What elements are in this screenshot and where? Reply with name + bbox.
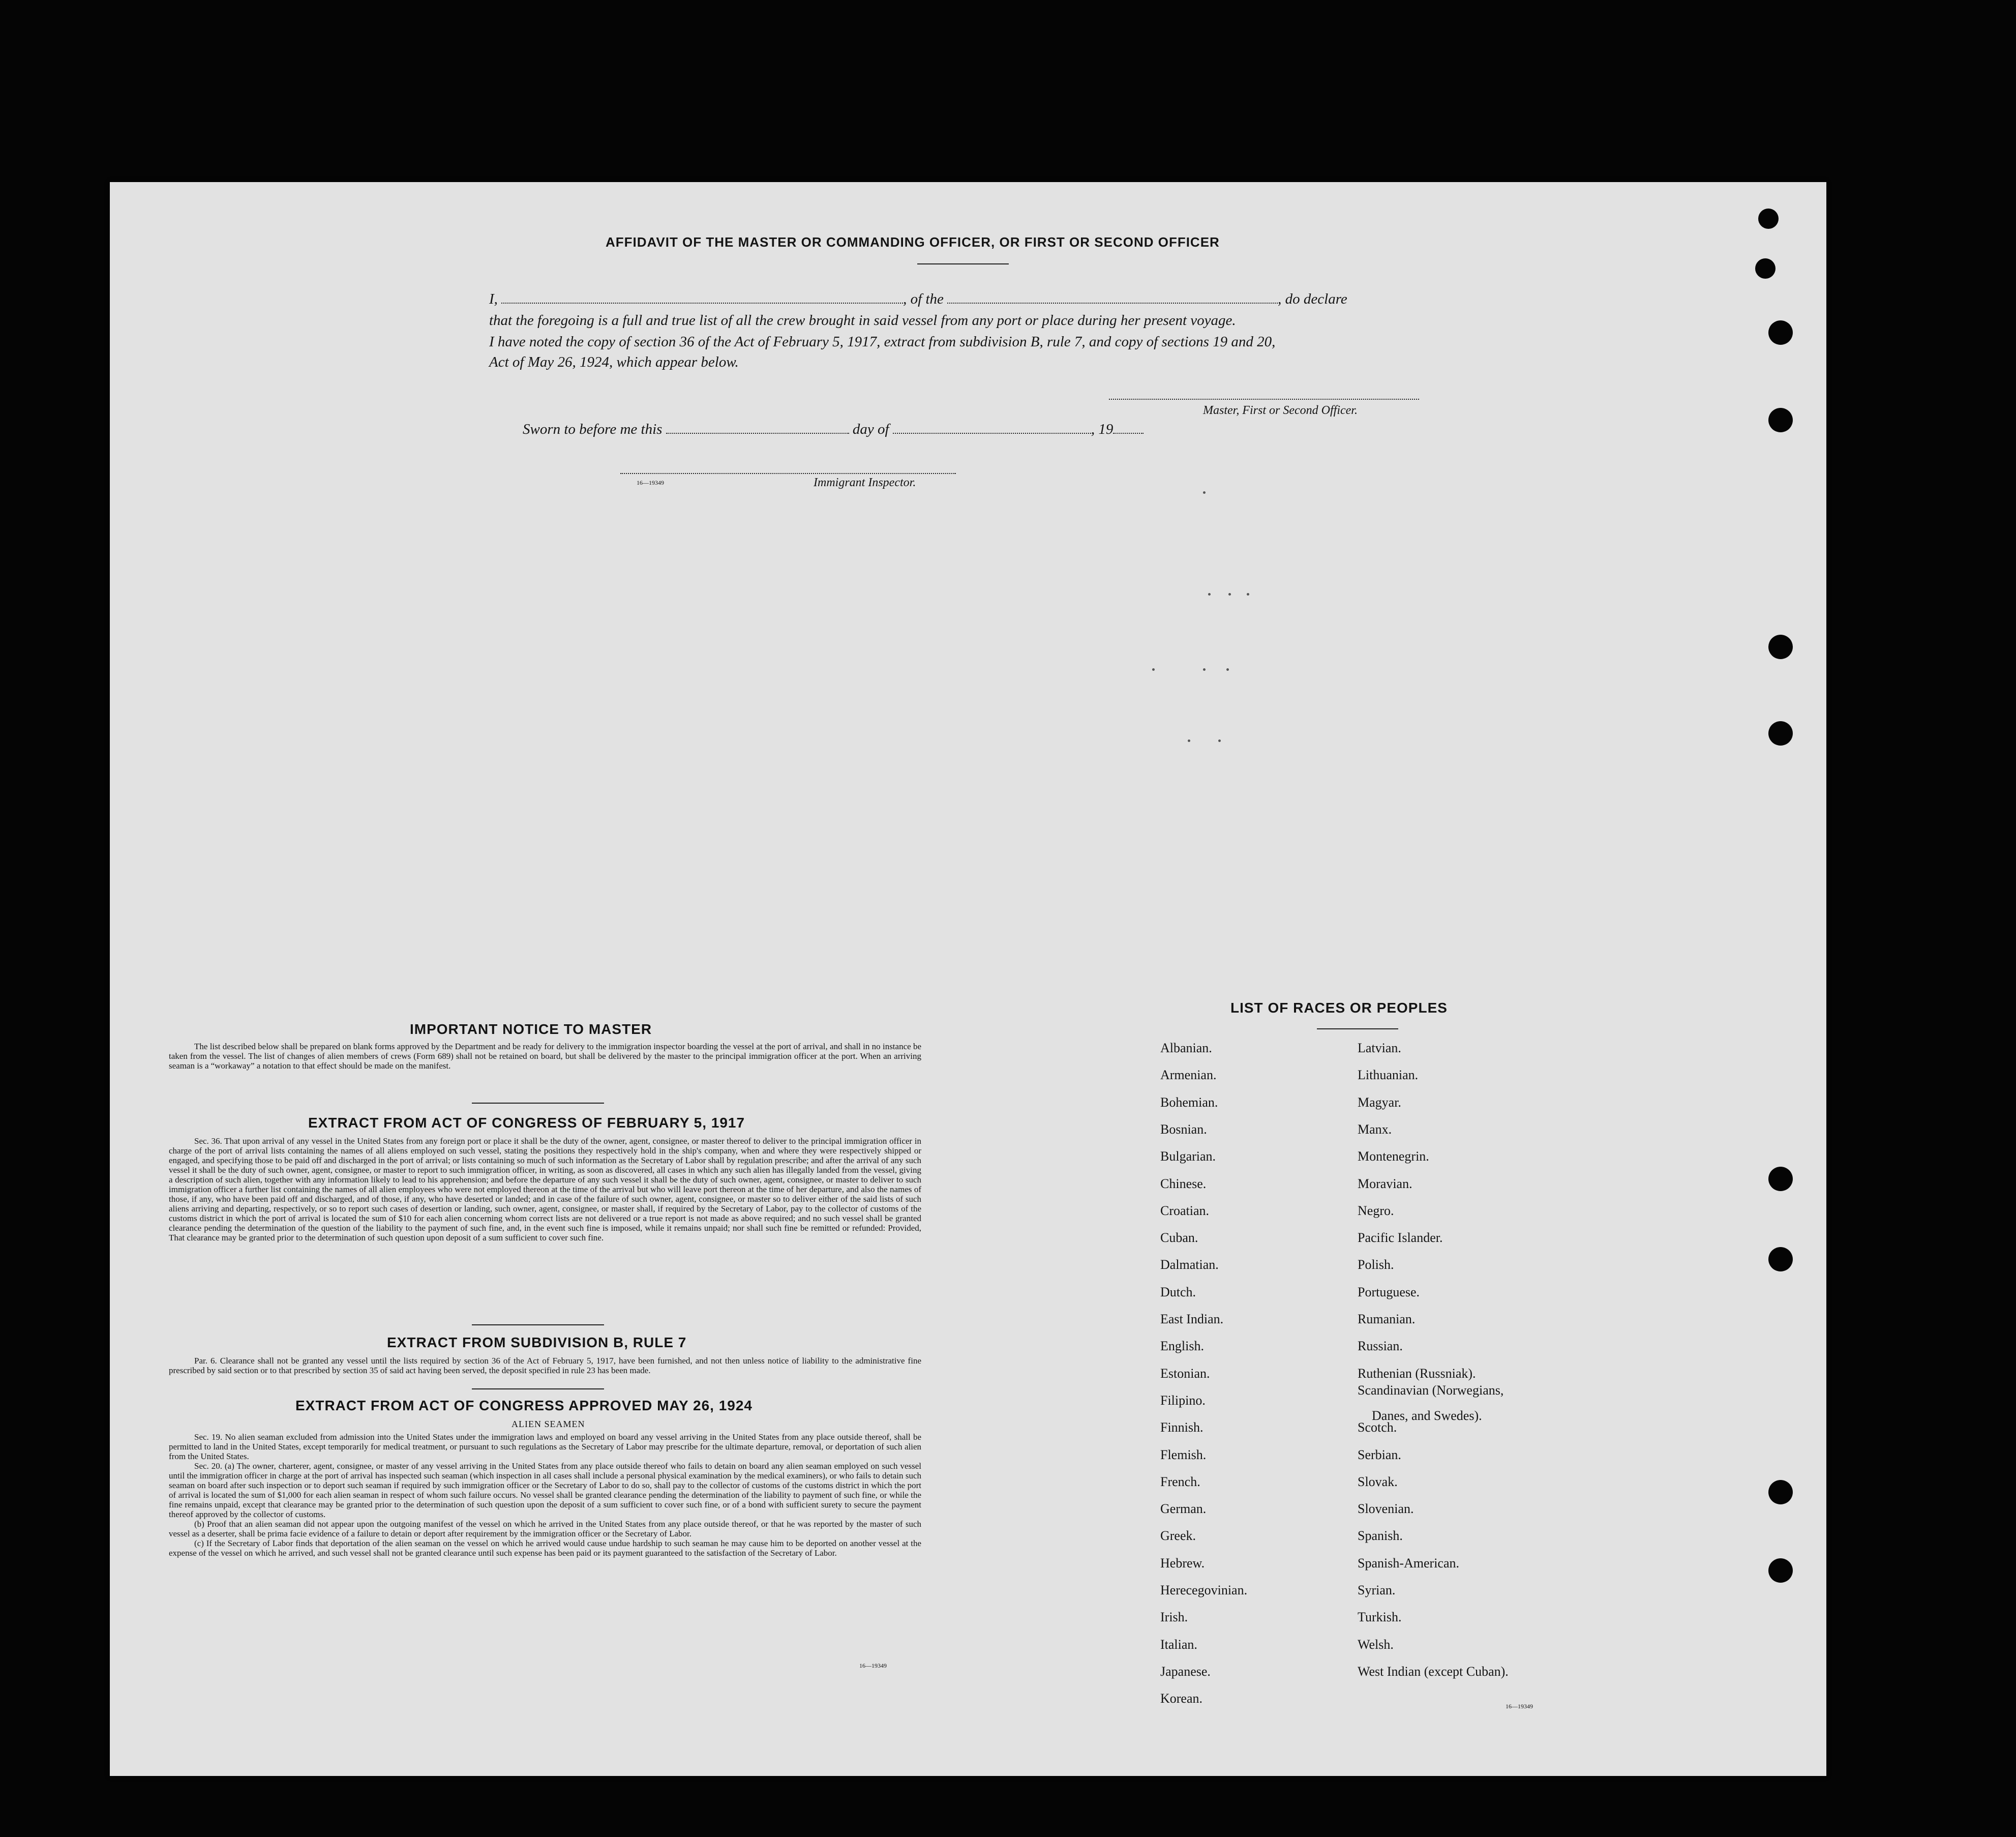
race-item: English.	[1160, 1339, 1204, 1353]
race-item: Filipino.	[1160, 1393, 1206, 1408]
race-item: Japanese.	[1160, 1664, 1211, 1679]
race-item: Scandinavian (Norwegians,	[1358, 1383, 1504, 1398]
mark	[1228, 593, 1231, 596]
binder-hole	[1768, 1480, 1793, 1504]
race-item: Croatian.	[1160, 1203, 1210, 1218]
act1924-sec20b: (b) Proof that an alien seaman did not appear upon the outgoing manifest of the vessel on which he arrived in the United States from any place outside thereof, or that he was reported by the master of such vessel as a deserter, shall be prima facie evidence of a failure to detain or deport after requirement by the immigration officer or the Secretary of Labor.	[169, 1519, 921, 1538]
race-item: Bosnian.	[1160, 1122, 1207, 1137]
binder-hole	[1768, 408, 1793, 432]
race-item: Hebrew.	[1160, 1556, 1205, 1571]
sworn-month-field[interactable]	[893, 433, 1091, 434]
mark	[1226, 668, 1229, 671]
race-item: Korean.	[1160, 1691, 1203, 1706]
act1924-sec19: Sec. 19. No alien seaman excluded from admission into the United States under the immigration laws and employed on board any vessel arriving in the United States from any place outside thereof, shall be permitted to land in the United States, except temporarily for medical treatment, or pursuant to such regulations as the Secretary of Labor may prescribe for the ultimate departure, removal, or deportation of such alien from the United States.	[169, 1432, 921, 1461]
act1917-paragraph: Sec. 36. That upon arrival of any vessel in the United States from any foreign port or place it shall be the duty of the owner, agent, consignee, or master thereof to deliver to the principal immigration officer in charge of the port of arrival lists containing the names of all aliens employed on such vessel, stating the positions they respectively hold in the ship's company, when and where they were respectively shipped or engaged, and specifying those to be paid off and discharged in the port of arrival; or lists containing so much of such information as the Secretary of Labor shall by regulation prescribe; and after the arrival of any such vessel it shall be the duty of such owner, agent, consignee, or master to report to such immigration officer, in writing, as soon as discovered, all cases in which any such alien has illegally landed from the vessel, giving a description of such alien, together with any information likely to lead to his apprehension; and before the departure of any such vessel it shall be the duty of such owner, agent, consignee, or master to deliver to such immigration officer a further list containing the names of all alien employees who were not employed thereon at the time of the arrival but who will leave port thereon at the time of her departure, and also the names of those, if any, who have been paid off and discharged, and of those, if any, who have deserted or landed; and in case of the failure of such owner, agent, consignee, or master so to deliver either of the said lists of such aliens arriving and departing, respectively, or so to report such cases of desertion or landing, such owner, agent, consignee, or master shall, if required by the Secretary of Labor, pay to the collector of customs of the customs district in which the port of arrival is located the sum of $10 for each alien concerning whom correct lists are not delivered or a true report is not made as above required; and no such vessel shall be granted clearance pending the determination of the question of the liability to the payment of such fine, and, in the event such fine is imposed, while it remains unpaid; nor shall such fine be remitted or refunded: Provided, That clearance may be granted prior to the determination of such question upon deposit of a sum sufficient to cover such fine.	[169, 1136, 921, 1242]
mark	[1203, 491, 1206, 494]
rule7-title: EXTRACT FROM SUBDIVISION B, RULE 7	[387, 1335, 687, 1350]
race-item: Slovenian.	[1358, 1501, 1414, 1516]
act1924-title: EXTRACT FROM ACT OF CONGRESS APPROVED MAY 26, 1924	[295, 1398, 753, 1413]
race-item: Moravian.	[1358, 1176, 1412, 1191]
race-item: Albanian.	[1160, 1041, 1212, 1055]
affidavit-line2: that the foregoing is a full and true list of all the crew brought in said vessel from any port or place during her present voyage.	[489, 312, 1236, 329]
race-item: Flemish.	[1160, 1447, 1207, 1462]
race-item: Ruthenian (Russniak).	[1358, 1366, 1476, 1381]
race-item: Dutch.	[1160, 1285, 1196, 1299]
sworn-label: Sworn to before me this	[523, 421, 663, 437]
act1924-sec20a: Sec. 20. (a) The owner, charterer, agent, consignee, or master of any vessel arriving in the United States from any place outside thereof who fails to detain on board any alien seaman employed on such vessel until the immigration officer in charge at the port of arrival has inspected such seaman (which inspection in all cases shall include a personal physical examination by the medical examiners), or who fails to detain such seaman on board after such inspection or to deport such seaman if required by such immigration officer or the Secretary of Labor to do so, shall pay to the collector of customs of the customs district in which the port of arrival is located the sum of $1,000 for each alien seaman in respect of whom such failure occurs. No vessel shall be granted clearance pending the determination of the liability to payment of such fine, or while the fine remains unpaid, except that clearance may be granted prior to the determination of such question upon the deposit of a sum sufficient to cover such fine, or of a bond with sufficient surety to secure the payment thereof approved by the collector of customs.	[169, 1461, 921, 1519]
notice-rule	[472, 1103, 604, 1104]
mark	[1152, 668, 1155, 671]
notice-text	[169, 1042, 921, 1071]
mark	[1218, 739, 1221, 742]
race-item: Spanish-American.	[1358, 1556, 1460, 1571]
race-item: Manx.	[1358, 1122, 1392, 1137]
races-form-number: 16—19349	[1506, 1703, 1533, 1710]
document-page	[110, 182, 1826, 1776]
race-item: Dalmatian.	[1160, 1257, 1219, 1272]
affidavit-line4: Act of May 26, 1924, which appear below.	[489, 354, 739, 370]
sworn-day-field[interactable]	[666, 433, 849, 434]
mark	[1247, 593, 1249, 596]
race-item: Turkish.	[1358, 1610, 1402, 1624]
mark	[1203, 668, 1206, 671]
race-item: East Indian.	[1160, 1312, 1224, 1326]
race-item: Russian.	[1358, 1339, 1403, 1353]
race-item: Polish.	[1358, 1257, 1394, 1272]
race-item: West Indian (except Cuban).	[1358, 1664, 1509, 1679]
master-signature-field[interactable]	[1109, 399, 1419, 400]
act1917-text	[169, 1136, 921, 1242]
binder-hole	[1768, 721, 1793, 746]
race-item: Danes, and Swedes).	[1372, 1408, 1482, 1423]
binder-hole	[1768, 320, 1793, 345]
races-title: LIST OF RACES OR PEOPLES	[1230, 1000, 1448, 1016]
race-item: Slovak.	[1358, 1474, 1398, 1489]
race-item: Scotch.	[1358, 1420, 1397, 1435]
race-item: Irish.	[1160, 1610, 1188, 1624]
day-of-label: day of	[852, 421, 889, 437]
declare-label: , do declare	[1278, 291, 1347, 307]
affidavit-title: AFFIDAVIT OF THE MASTER OR COMMANDING OFFICER, OR FIRST OR SECOND OFFICER	[606, 234, 1220, 250]
affidavit-title-rule	[917, 263, 1009, 264]
race-item: Rumanian.	[1358, 1312, 1416, 1326]
race-item: Cuban.	[1160, 1230, 1198, 1245]
race-item: Armenian.	[1160, 1068, 1217, 1082]
race-item: Welsh.	[1358, 1637, 1394, 1652]
act1924-subtitle: ALIEN SEAMEN	[511, 1419, 585, 1429]
race-item: Portuguese.	[1358, 1285, 1420, 1299]
inspector-label: Immigrant Inspector.	[814, 476, 916, 489]
binder-hole	[1768, 635, 1793, 659]
affidavit-form-number: 16—19349	[637, 479, 664, 486]
binder-hole	[1758, 209, 1779, 229]
sworn-line	[523, 421, 1144, 438]
act1924-sec20c: (c) If the Secretary of Labor finds that deportation of the alien seaman on the vessel on which he arrived would cause undue hardship to such seaman he may cause him to be deported on another vessel at the expense of the vessel on which he arrived, and such vessel shall not be granted clearance until such expense has been paid or its payment guaranteed to the satisfaction of the Secretary of Labor.	[169, 1538, 921, 1558]
race-item: Magyar.	[1358, 1095, 1401, 1110]
race-item: French.	[1160, 1474, 1200, 1489]
binder-hole	[1768, 1247, 1793, 1271]
year-label: , 19	[1091, 421, 1114, 437]
race-item: Negro.	[1358, 1203, 1394, 1218]
race-item: German.	[1160, 1501, 1207, 1516]
race-item: Finnish.	[1160, 1420, 1203, 1435]
race-item: Bulgarian.	[1160, 1149, 1216, 1164]
binder-hole	[1768, 1167, 1793, 1191]
vessel-label: , of the	[903, 291, 944, 307]
races-rule	[1317, 1028, 1398, 1029]
act1924-form-number: 16—19349	[859, 1662, 887, 1669]
rule7-paragraph: Par. 6. Clearance shall not be granted any vessel until the lists required by section 36 of the Act of February 5, 1917, have been furnished, and not then unless notice of liability to the administrative fine prescribed by said section or to that prescribed by section 35 of said act having been served, the deposit specified in rule 23 has been made.	[169, 1356, 921, 1375]
affidavit-line3: I have noted the copy of section 36 of the Act of February 5, 1917, extract from subdivision B, rule 7, and copy of sections 19 and 20,	[489, 334, 1276, 350]
mark	[1208, 593, 1211, 596]
race-item: Syrian.	[1358, 1583, 1396, 1597]
rule7-rule	[472, 1388, 604, 1389]
affidavit-line1	[489, 291, 1440, 308]
race-item: Spanish.	[1358, 1528, 1403, 1543]
race-item: Italian.	[1160, 1637, 1197, 1652]
act1924-text	[169, 1432, 921, 1558]
race-item: Estonian.	[1160, 1366, 1210, 1381]
race-item: Bohemian.	[1160, 1095, 1218, 1110]
race-item: Serbian.	[1358, 1447, 1401, 1462]
binder-hole	[1755, 258, 1776, 279]
race-item: Greek.	[1160, 1528, 1196, 1543]
master-signature-label: Master, First or Second Officer.	[1203, 404, 1358, 417]
race-item: Latvian.	[1358, 1041, 1401, 1055]
declarant-label: I,	[489, 291, 498, 307]
binder-hole	[1768, 1558, 1793, 1583]
inspector-signature-field[interactable]	[620, 473, 956, 474]
act1917-title: EXTRACT FROM ACT OF CONGRESS OF FEBRUARY 5, 1917	[308, 1115, 745, 1131]
race-item: Lithuanian.	[1358, 1068, 1419, 1082]
race-item: Herecegovinian.	[1160, 1583, 1248, 1597]
act1917-rule	[472, 1324, 604, 1325]
vessel-name-field[interactable]	[947, 303, 1278, 304]
race-item: Chinese.	[1160, 1176, 1207, 1191]
race-item: Pacific Islander.	[1358, 1230, 1443, 1245]
mark	[1188, 739, 1190, 742]
race-item: Montenegrin.	[1358, 1149, 1429, 1164]
notice-title: IMPORTANT NOTICE TO MASTER	[410, 1021, 652, 1037]
declarant-name-field[interactable]	[501, 303, 903, 304]
rule7-text	[169, 1356, 921, 1375]
notice-paragraph: The list described below shall be prepared on blank forms approved by the Department and be ready for delivery to the immigration inspector boarding the vessel at the port of arrival, and shall in no instance be taken from the vessel. The list of changes of alien members of crews (Form 689) shall not be retained on board, but shall be delivered by the master to the principal immigration officer at the port. When an arriving seaman is a “workaway” a notation to that effect should be made on the manifest.	[169, 1042, 921, 1071]
sworn-year-field[interactable]	[1113, 433, 1144, 434]
